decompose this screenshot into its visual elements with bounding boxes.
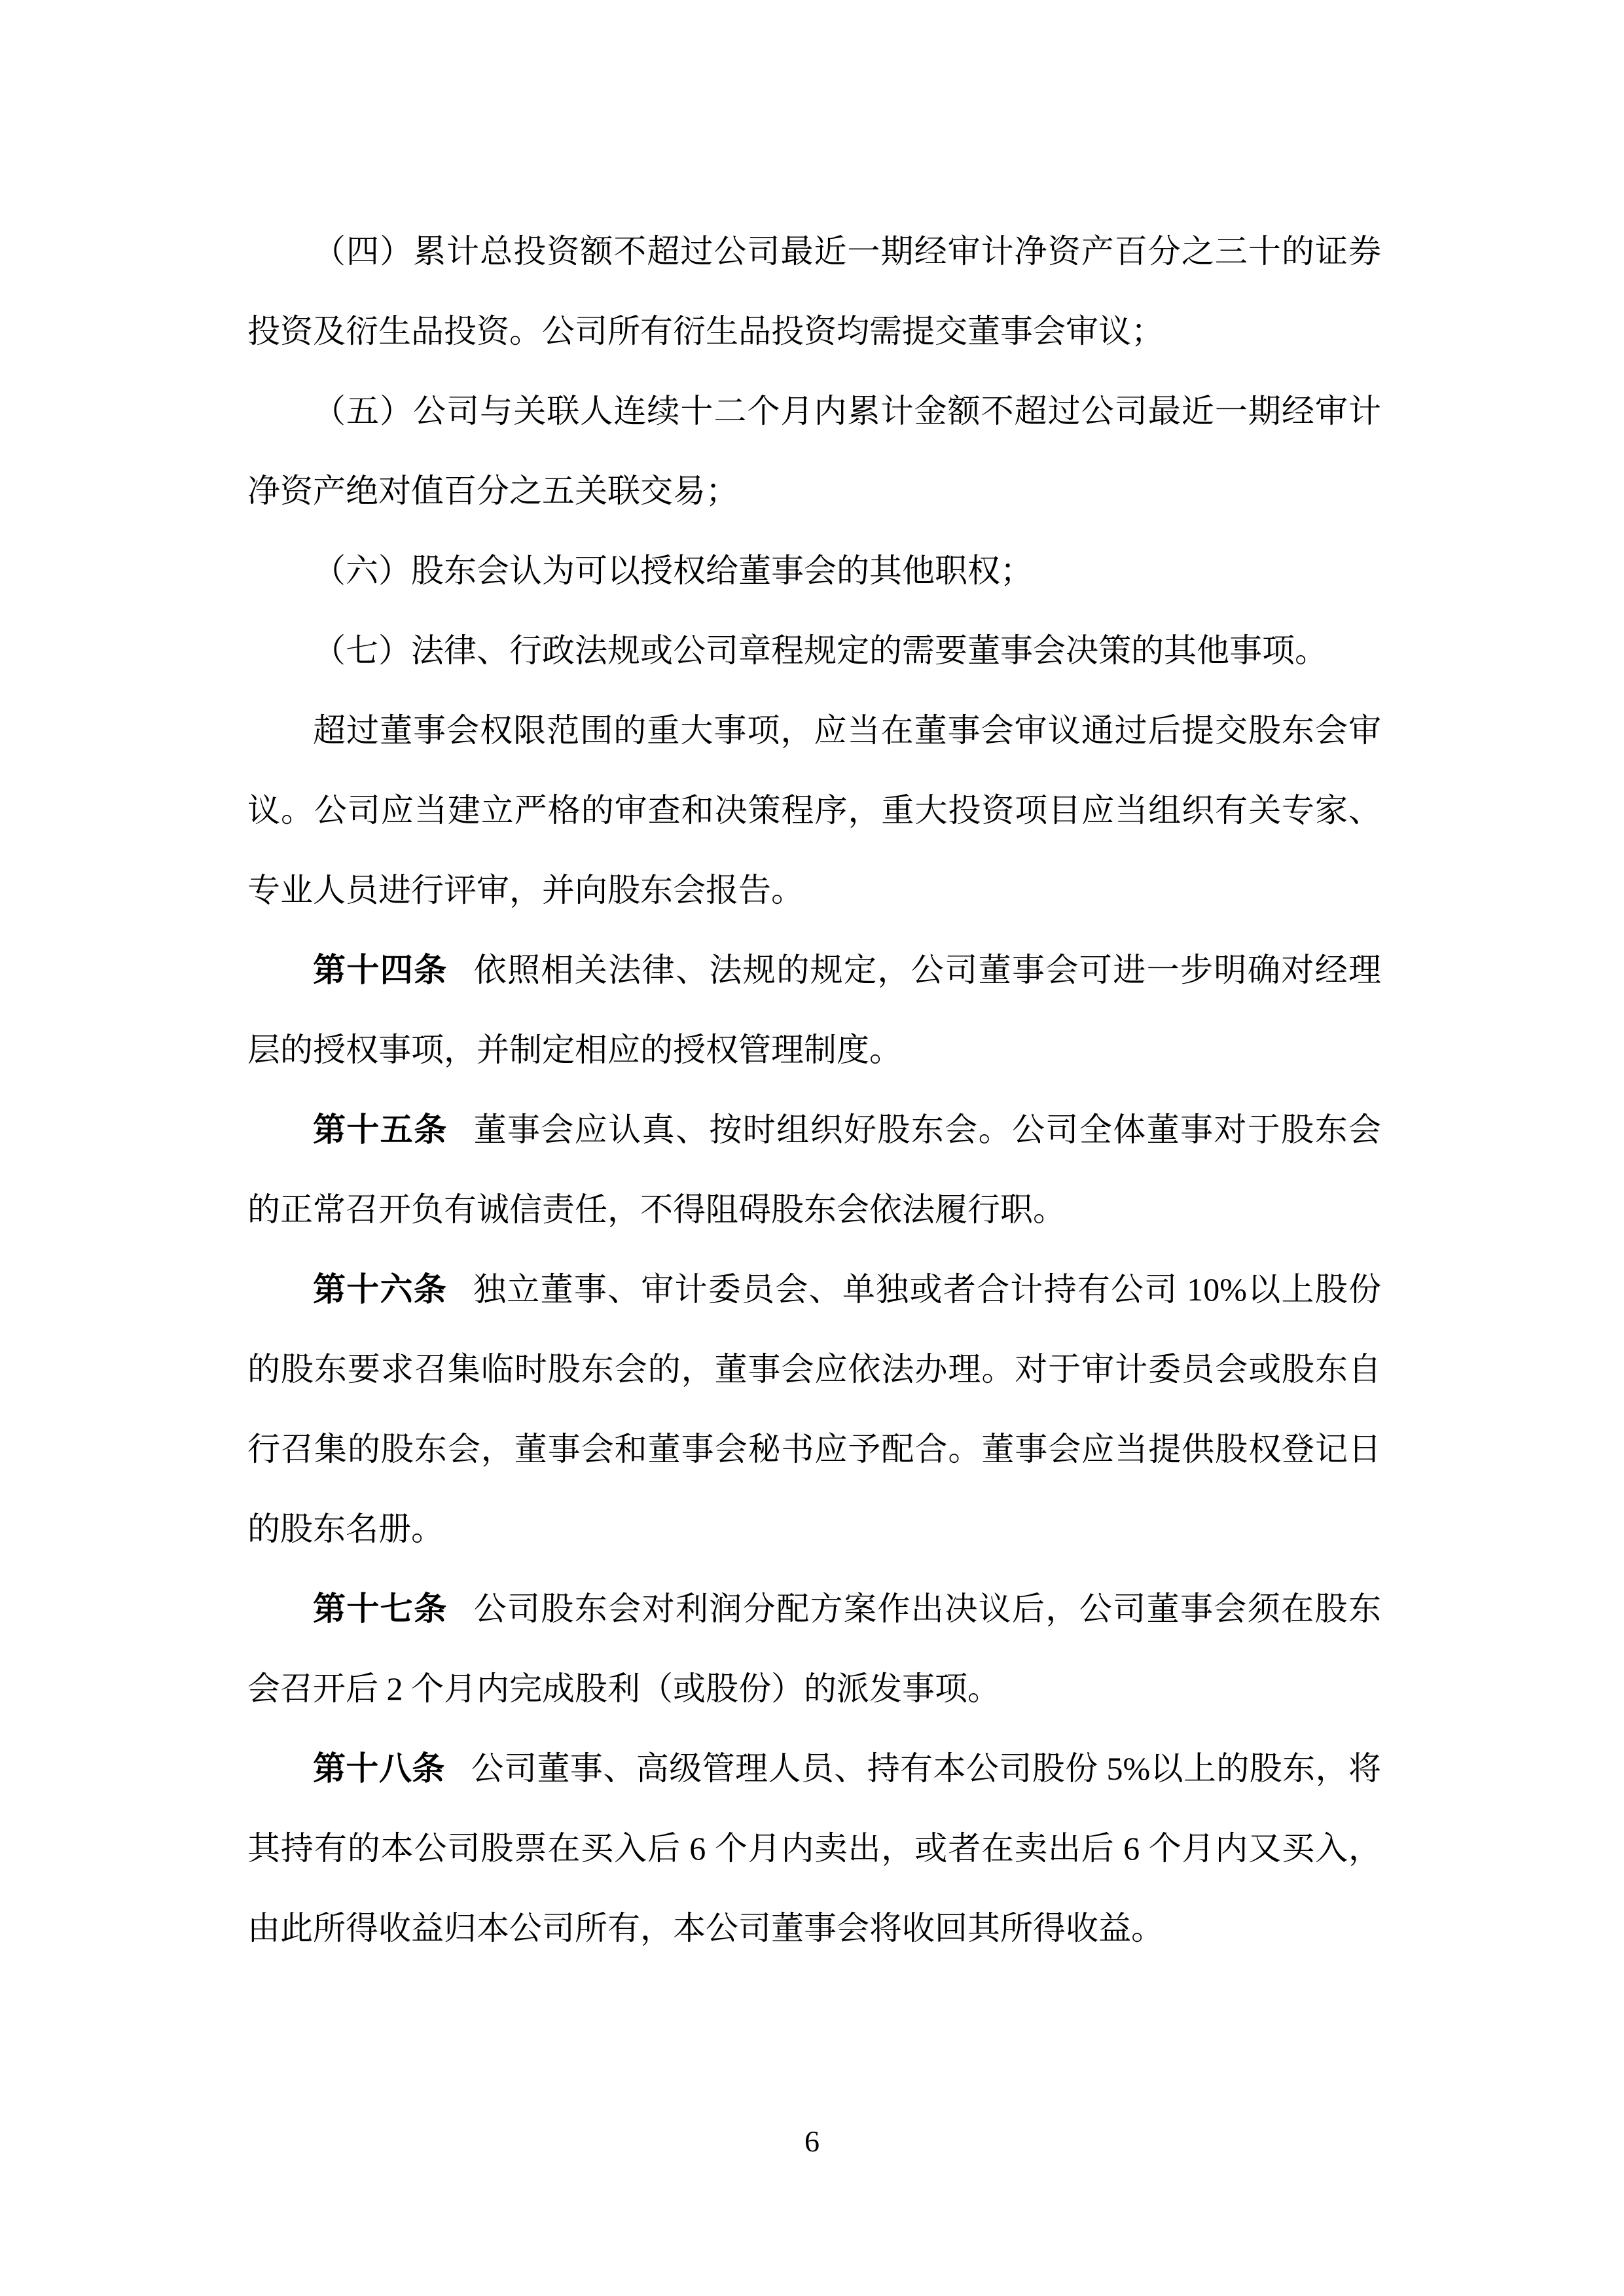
paragraph — [247, 531, 1381, 611]
paragraph — [247, 211, 1381, 371]
paragraph-text: （五）公司与关联人连续十二个月内累计金额不超过公司最近一期经审计净资产绝对值百分之五关联交易； — [247, 393, 1381, 509]
paragraph-text: 董事会应认真、按时组织好股东会。公司全体董事对于股东会的正常召开负有诚信责任，不得阻碍股东会依法履行职。 — [247, 1111, 1382, 1228]
paragraph — [247, 1729, 1381, 1968]
paragraph — [247, 1249, 1381, 1569]
article-number: 第十六条 — [313, 1271, 448, 1308]
document-body — [247, 211, 1381, 1968]
page-footer — [0, 2122, 1624, 2161]
article-number: 第十七条 — [313, 1590, 448, 1627]
paragraph-text: 超过董事会权限范围的重大事项，应当在董事会审议通过后提交股东会审议。公司应当建立严格的审查和决策程序，重大投资项目应当组织有关专家、专业人员进行评审，并向股东会报告。 — [247, 712, 1381, 908]
paragraph — [247, 1569, 1381, 1729]
paragraph — [247, 371, 1381, 531]
page-number: 6 — [804, 2125, 820, 2158]
paragraph-text: （七）法律、行政法规或公司章程规定的需要董事会决策的其他事项。 — [313, 632, 1327, 669]
paragraph — [247, 930, 1381, 1090]
paragraph-text: 公司股东会对利润分配方案作出决议后，公司董事会须在股东会召开后 2 个月内完成股利（或股份）的派发事项。 — [247, 1590, 1382, 1707]
article-number: 第十五条 — [313, 1111, 448, 1148]
paragraph — [247, 1090, 1381, 1249]
paragraph-text: （六）股东会认为可以授权给董事会的其他职权； — [313, 552, 1033, 589]
article-number: 第十四条 — [313, 952, 448, 988]
paragraph-text: 依照相关法律、法规的规定，公司董事会可进一步明确对经理层的授权事项，并制定相应的授权管理制度。 — [247, 952, 1382, 1068]
paragraph — [247, 611, 1381, 691]
paragraph — [247, 691, 1381, 930]
paragraph-text: 独立董事、审计委员会、单独或者合计持有公司 10%以上股份的股东要求召集临时股东会的，董事会应依法办理。对于审计委员会或股东自行召集的股东会，董事会和董事会秘书应予配合。董事会应当提供股权登记日的股东名册。 — [247, 1271, 1381, 1547]
paragraph-text: 公司董事、高级管理人员、持有本公司股份 5%以上的股东，将其持有的本公司股票在买入后 6 个月内卖出，或者在卖出后 6 个月内又买入，由此所得收益归本公司所有，本公司董事会将收回其所得收益。 — [247, 1750, 1382, 1946]
paragraph-text: （四）累计总投资额不超过公司最近一期经审计净资产百分之三十的证券投资及衍生品投资。公司所有衍生品投资均需提交董事会审议； — [247, 233, 1381, 350]
article-number: 第十八条 — [313, 1750, 445, 1787]
